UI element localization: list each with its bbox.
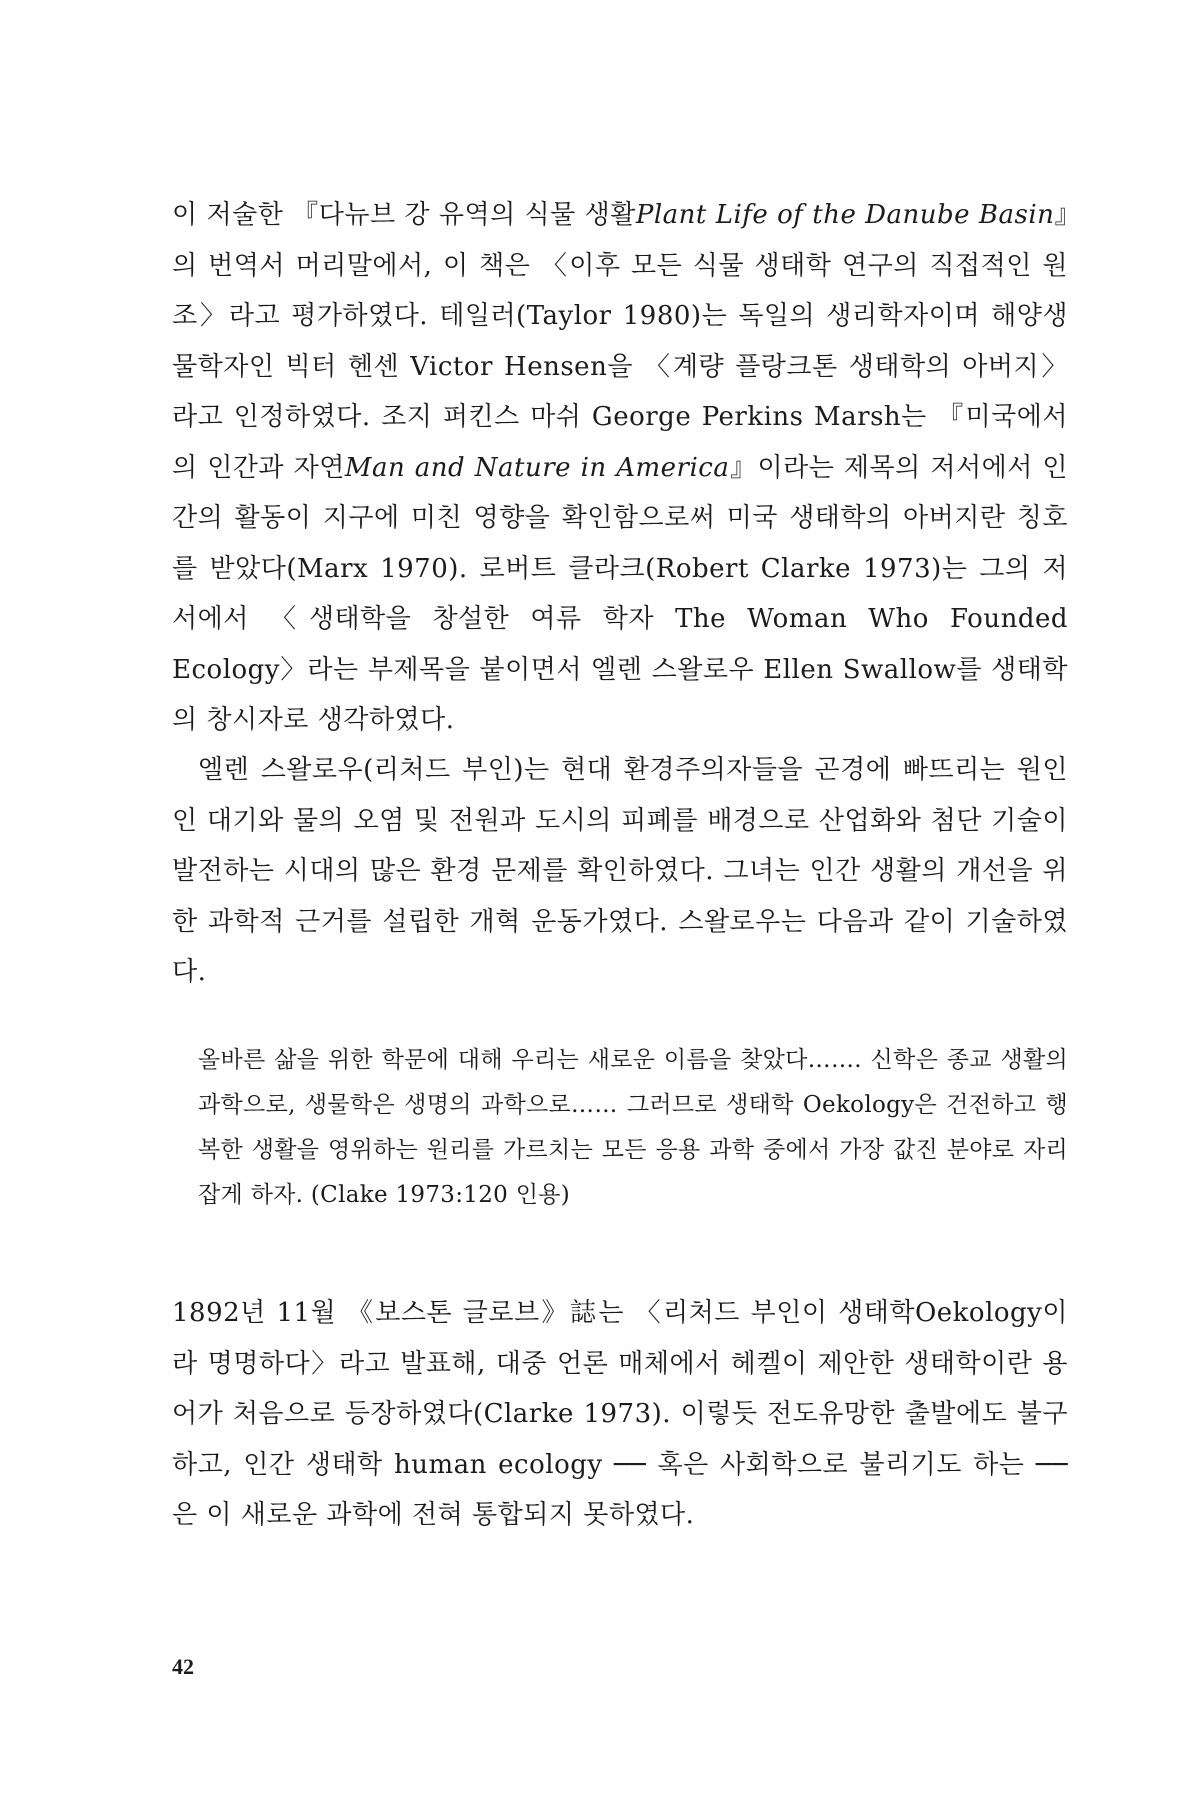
paragraph-1-text-b: 』의 번역서 머리말에서, 이 책은 〈이후 모든 식물 생태학 연구의 직접적인 원조〉라고 평가하였다. 테일러(Taylor 1980)는 독일의 생리학자이며 해양생물학자인 빅터 헨센 Victor Hensen을 〈계량 플랑크톤 생태학의 아버지〉라고 인정하였다. 조지 퍼킨스 마쉬 George Perkins Marsh는 『미국에서의 인간과 자연 [172,200,1068,483]
block-quote: 올바른 삶을 위한 학문에 대해 우리는 새로운 이름을 찾았다……. 신학은 종교 생활의 과학으로, 생물학은 생명의 과학으로…… 그러므로 생태학 Oekology은 건전하고 행복한 생활을 영위하는 원리를 가르치는 모든 응용 과학 중에서 가장 값진 분야로 자리잡게 하자. (Clake 1973:120 인용) [198,1047,1068,1208]
body-paragraph-2: 엘렌 스왈로우(리처드 부인)는 현대 환경주의자들을 곤경에 빠뜨리는 원인인 대기와 물의 오염 및 전원과 도시의 피폐를 배경으로 산업화와 첨단 기술이 발전하는 시대의 많은 환경 문제를 확인하였다. 그녀는 인간 생활의 개선을 위한 과학적 근거를 설립한 개혁 운동가였다. 스왈로우는 다음과 같이 기술하였다. [172,755,1068,987]
paragraph-1-english-title-b: Man and Nature in America [344,452,730,483]
paragraph-1-text-c: 』이라는 제목의 저서에서 인간의 활동이 지구에 미친 영향을 확인함으로써 미국 생태학의 아버지란 칭호를 받았다(Marx 1970). 로버트 클라크(Robert Clarke 1973)는 그의 저서에서 〈생태학을 창설한 여류 학자 The Woman Who Founded Ecology〉라는 부제목을 붙이면서 엘렌 스왈로우 Ellen Swallow를 생태학의 창시자로 생각하였다. [172,452,1069,735]
paragraph-1-english-title-a: Plant Life of the Danube Basin [635,200,1055,230]
body-paragraph-3: 1892년 11월 《보스톤 글로브》誌는 〈리처드 부인이 생태학Oekology이라 명명하다〉라고 발표해, 대중 언론 매체에서 헤켈이 제안한 생태학이란 용어가 처음으로 등장하였다(Clarke 1973). 이렇듯 전도유망한 출발에도 불구하고, 인간 생태학 human ecology ── 혹은 사회학으로 불리기도 하는 ── 은 이 새로운 과학에 전혀 통합되지 못하였다. [172,1298,1068,1530]
body-paragraph-1 [172,190,1068,746]
page-number: 42 [172,1654,194,1679]
paragraph-1-text-a: 이 저술한 『다뉴브 강 유역의 식물 생활 [172,200,636,230]
